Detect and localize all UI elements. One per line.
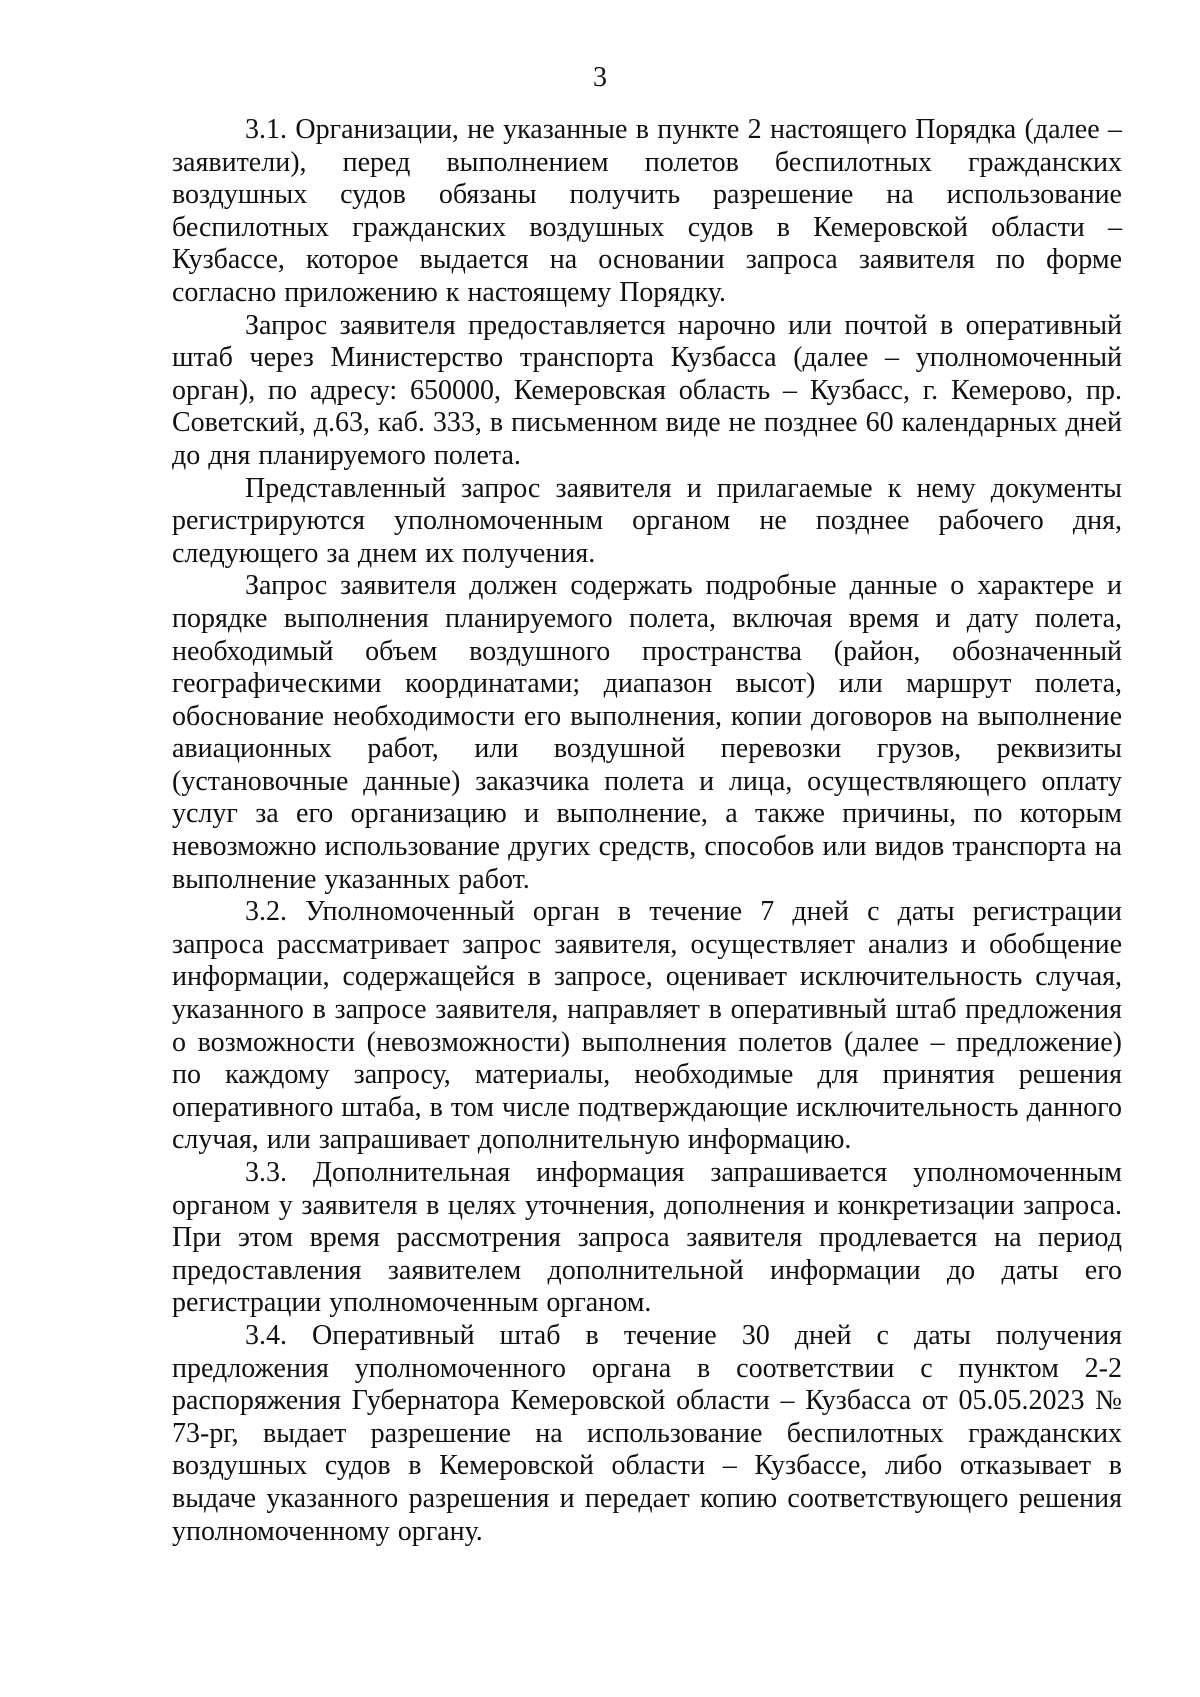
document-body <box>172 114 1122 1548</box>
paragraph-registration: Представленный запрос заявителя и прилагаемые к нему документы регистрируются уполномоченным органом не позднее рабочего дня, следующего за днем их получения. <box>172 472 1122 569</box>
paragraph-3-4: 3.4. Оперативный штаб в течение 30 дней с даты получения предложения уполномоченного органа в соответствии с пунктом 2-2 распоряжения Губернатора Кемеровской области – Кузбасса от 05.05.2023 № 73-рг, выдает разрешение на использование беспилотных гражданских воздушных судов в Кемеровской области – Кузбассе, либо отказывает в выдаче указанного разрешения и передает копию соответствующего решения уполномоченному органу. <box>172 1319 1122 1547</box>
paragraph-3-1: 3.1. Организации, не указанные в пункте 2 настоящего Порядка (далее – заявители), перед выполнением полетов беспилотных гражданских воздушных судов обязаны получить разрешение на использование беспилотных гражданских воздушных судов в Кемеровской области – Кузбассе, которое выдается на основании запроса заявителя по форме согласно приложению к настоящему Порядку. <box>172 114 1122 308</box>
paragraph-submission: Запрос заявителя предоставляется нарочно или почтой в оперативный штаб через Министерство транспорта Кузбасса (далее – уполномоченный орган), по адресу: 650000, Кемеровская область – Кузбасс, г. Кемерово, пр. Советский, д.63, каб. 333, в письменном виде не позднее 60 календарных дней до дня планируемого полета. <box>172 309 1122 471</box>
page-number: 3 <box>593 62 607 93</box>
paragraph-request-content: Запрос заявителя должен содержать подробные данные о характере и порядке выполнения планируемого полета, включая время и дату полета, необходимый объем воздушного пространства (район, обозначенный географическими координатами; диапазон высот) или маршрут полета, обоснование необходимости его выполнения, копии договоров на выполнение авиационных работ, или воздушной перевозки грузов, реквизиты (установочные данные) заказчика полета и лица, осуществляющего оплату услуг за его организацию и выполнение, а также причины, по которым невозможно использование других средств, способов или видов транспорта на выполнение указанных работ. <box>172 570 1122 895</box>
paragraph-3-3: 3.3. Дополнительная информация запрашивается уполномоченным органом у заявителя в целях уточнения, дополнения и конкретизации запроса. При этом время рассмотрения запроса заявителя продлевается на период предоставления заявителем дополнительной информации до даты его регистрации уполномоченным органом. <box>172 1157 1122 1319</box>
paragraph-3-2: 3.2. Уполномоченный орган в течение 7 дней с даты регистрации запроса рассматривает запрос заявителя, осуществляет анализ и обобщение информации, содержащейся в запросе, оценивает исключительность случая, указанного в запросе заявителя, направляет в оперативный штаб предложения о возможности (невозможности) выполнения полетов (далее – предложение) по каждому запросу, материалы, необходимые для принятия решения оперативного штаба, в том числе подтверждающие исключительность данного случая, или запрашивает дополнительную информацию. <box>172 896 1122 1156</box>
